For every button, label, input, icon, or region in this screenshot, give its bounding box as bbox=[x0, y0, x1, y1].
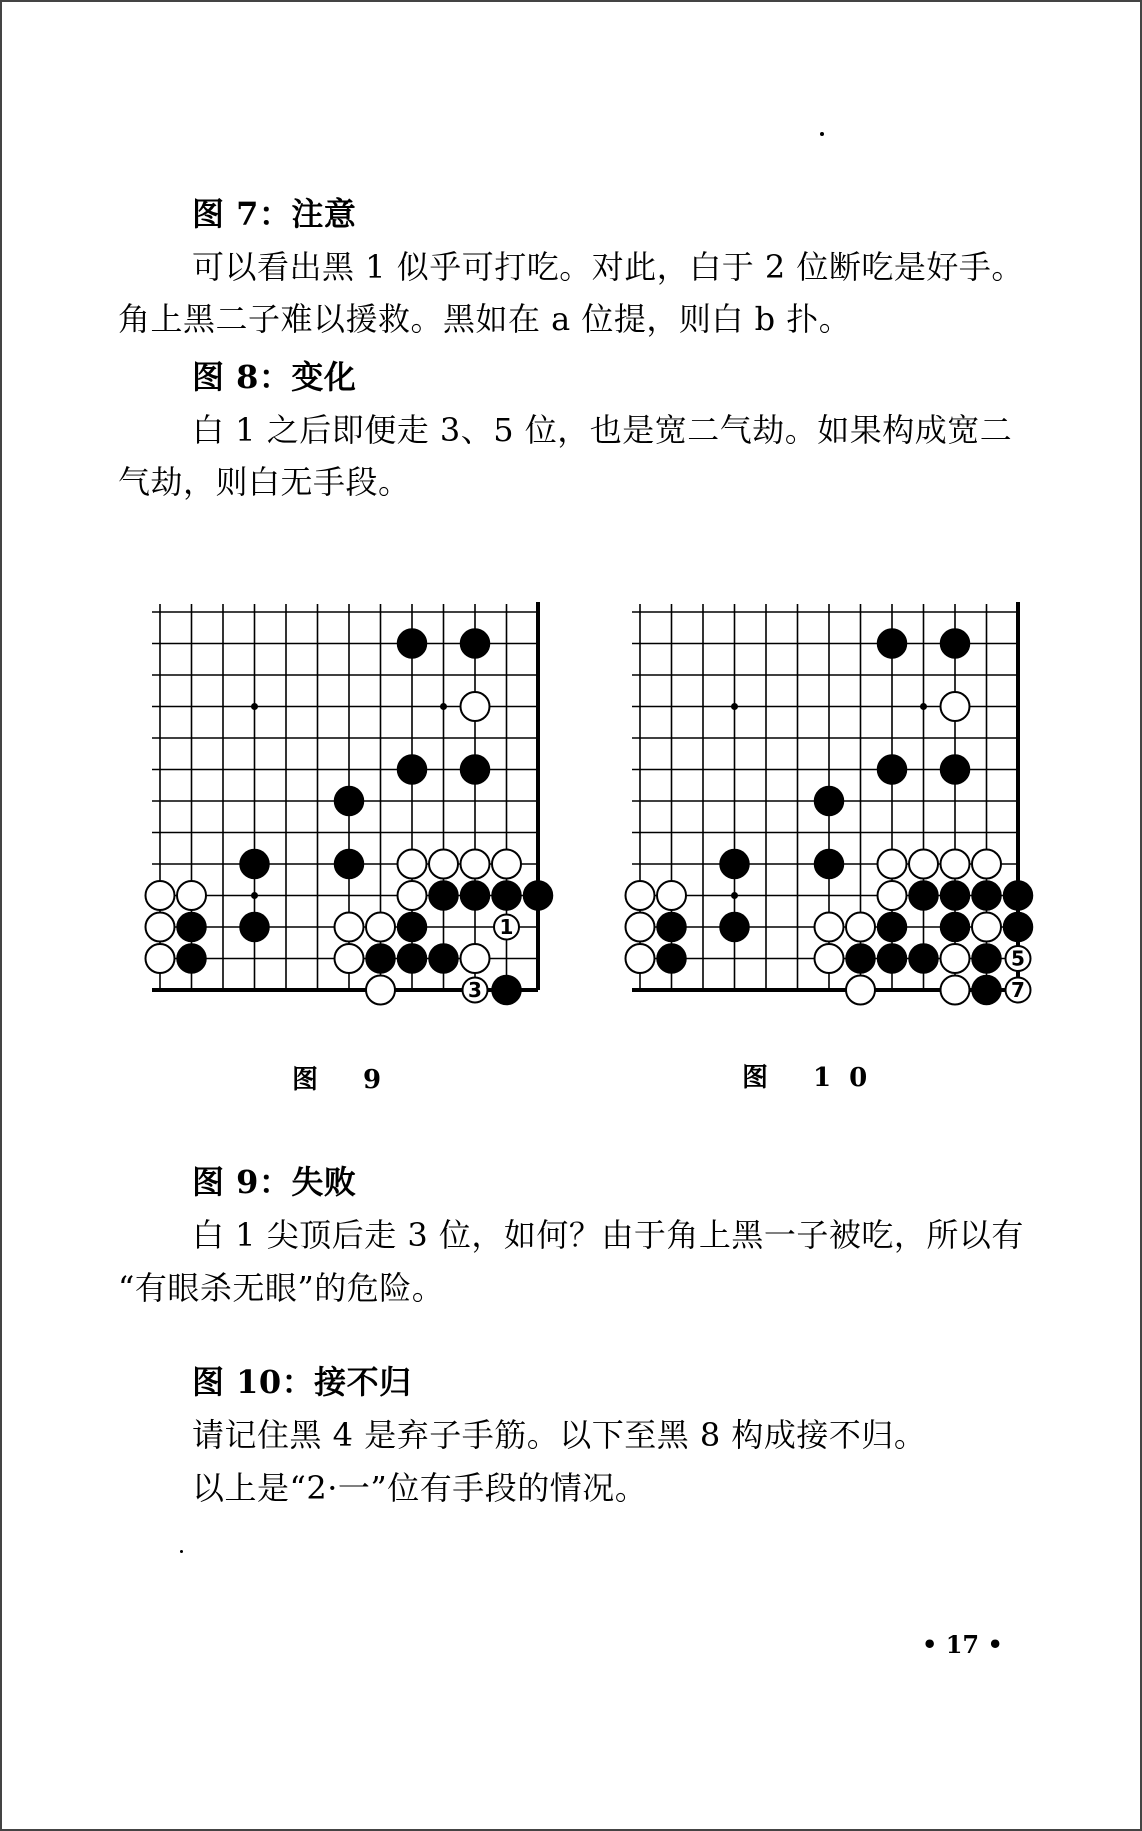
move-number-label: 7 bbox=[1011, 978, 1025, 1002]
black-stone bbox=[240, 850, 269, 879]
black-stone bbox=[720, 913, 749, 942]
black-stone bbox=[335, 850, 364, 879]
black-stone bbox=[720, 850, 749, 879]
black-stone bbox=[461, 755, 490, 784]
black-stone bbox=[366, 944, 395, 973]
black-stone bbox=[972, 881, 1001, 910]
fig7-heading: 图 7：注意 bbox=[192, 195, 357, 233]
fig10-text-line1: 请记住黑 4 是弃子手筋。以下至黑 8 构成接不归。 bbox=[192, 1416, 927, 1454]
black-stone bbox=[524, 881, 553, 910]
fig8-heading: 图 8：变化 bbox=[192, 358, 357, 396]
black-stone bbox=[398, 755, 427, 784]
white-stone bbox=[492, 850, 521, 879]
white-stone bbox=[398, 850, 427, 879]
move-number-label: 3 bbox=[468, 978, 482, 1002]
white-stone bbox=[846, 913, 875, 942]
black-stone bbox=[429, 944, 458, 973]
black-stone bbox=[878, 944, 907, 973]
fig9-text-line1: 白 1 尖顶后走 3 位，如何？由于角上黑一子被吃，所以有 bbox=[192, 1216, 1024, 1254]
white-stone bbox=[626, 881, 655, 910]
black-stone bbox=[878, 755, 907, 784]
black-stone bbox=[657, 944, 686, 973]
star-point bbox=[731, 703, 738, 710]
black-stone bbox=[177, 944, 206, 973]
fig9-text-line2: “有眼杀无眼”的危险。 bbox=[118, 1269, 445, 1307]
black-stone bbox=[941, 629, 970, 658]
black-stone bbox=[429, 881, 458, 910]
white-stone bbox=[941, 850, 970, 879]
white-stone bbox=[461, 692, 490, 721]
black-stone bbox=[972, 976, 1001, 1005]
white-stone bbox=[146, 944, 175, 973]
white-stone bbox=[335, 913, 364, 942]
black-stone bbox=[815, 850, 844, 879]
white-stone bbox=[941, 944, 970, 973]
star-point bbox=[731, 892, 738, 899]
black-stone bbox=[1004, 913, 1033, 942]
go-diagram-fig10 bbox=[632, 602, 1032, 1012]
white-stone bbox=[146, 913, 175, 942]
star-point bbox=[251, 703, 258, 710]
fig9-caption: 图 9 bbox=[292, 1065, 400, 1095]
white-stone bbox=[941, 976, 970, 1005]
black-stone bbox=[941, 913, 970, 942]
white-stone bbox=[366, 976, 395, 1005]
go-diagram-fig9 bbox=[152, 602, 552, 1012]
fig9-heading: 图 9：失败 bbox=[192, 1163, 357, 1201]
white-stone bbox=[626, 913, 655, 942]
black-stone bbox=[878, 913, 907, 942]
move-number-label: 5 bbox=[1011, 946, 1025, 971]
fig10-heading: 图 10：接不归 bbox=[192, 1363, 412, 1401]
black-stone bbox=[815, 787, 844, 816]
print-speck bbox=[180, 1550, 183, 1553]
black-stone bbox=[398, 913, 427, 942]
star-point bbox=[251, 892, 258, 899]
black-stone bbox=[461, 881, 490, 910]
fig8-text-line1: 白 1 之后即便走 3、5 位，也是宽二气劫。如果构成宽二 bbox=[192, 411, 1013, 449]
white-stone bbox=[335, 944, 364, 973]
white-stone bbox=[972, 913, 1001, 942]
black-stone bbox=[941, 755, 970, 784]
white-stone bbox=[657, 881, 686, 910]
black-stone bbox=[972, 944, 1001, 973]
black-stone bbox=[846, 944, 875, 973]
fig7-text-line2: 角上黑二子难以援救。黑如在 a 位提，则白 b 扑。 bbox=[118, 300, 852, 338]
black-stone bbox=[909, 944, 938, 973]
black-stone bbox=[177, 913, 206, 942]
white-stone bbox=[177, 881, 206, 910]
print-speck bbox=[820, 132, 824, 136]
white-stone bbox=[846, 976, 875, 1005]
star-point bbox=[920, 703, 927, 710]
white-stone bbox=[909, 850, 938, 879]
black-stone bbox=[657, 913, 686, 942]
fig10-text-line2: 以上是“2·一”位有手段的情况。 bbox=[192, 1469, 648, 1507]
black-stone bbox=[335, 787, 364, 816]
white-stone bbox=[366, 913, 395, 942]
black-stone bbox=[398, 629, 427, 658]
star-point bbox=[440, 703, 447, 710]
fig7-text-line1: 可以看出黑 1 似乎可打吃。对此，白于 2 位断吃是好手。 bbox=[192, 248, 1024, 286]
black-stone bbox=[240, 913, 269, 942]
white-stone bbox=[815, 913, 844, 942]
black-stone bbox=[1004, 881, 1033, 910]
white-stone bbox=[626, 944, 655, 973]
black-stone bbox=[492, 976, 521, 1005]
white-stone bbox=[878, 850, 907, 879]
black-stone bbox=[461, 629, 490, 658]
black-stone bbox=[492, 881, 521, 910]
fig8-text-line2: 气劫，则白无手段。 bbox=[118, 463, 411, 501]
white-stone bbox=[972, 850, 1001, 879]
white-stone bbox=[461, 944, 490, 973]
black-stone bbox=[941, 881, 970, 910]
white-stone bbox=[429, 850, 458, 879]
white-stone bbox=[461, 850, 490, 879]
black-stone bbox=[878, 629, 907, 658]
move-number-label: 1 bbox=[499, 915, 514, 939]
white-stone bbox=[878, 881, 907, 910]
white-stone bbox=[941, 692, 970, 721]
fig10-caption: 图 10 bbox=[742, 1063, 886, 1093]
black-stone bbox=[909, 881, 938, 910]
page-number: • 17 • bbox=[922, 1630, 1003, 1659]
white-stone bbox=[815, 944, 844, 973]
black-stone bbox=[398, 944, 427, 973]
white-stone bbox=[398, 881, 427, 910]
white-stone bbox=[146, 881, 175, 910]
